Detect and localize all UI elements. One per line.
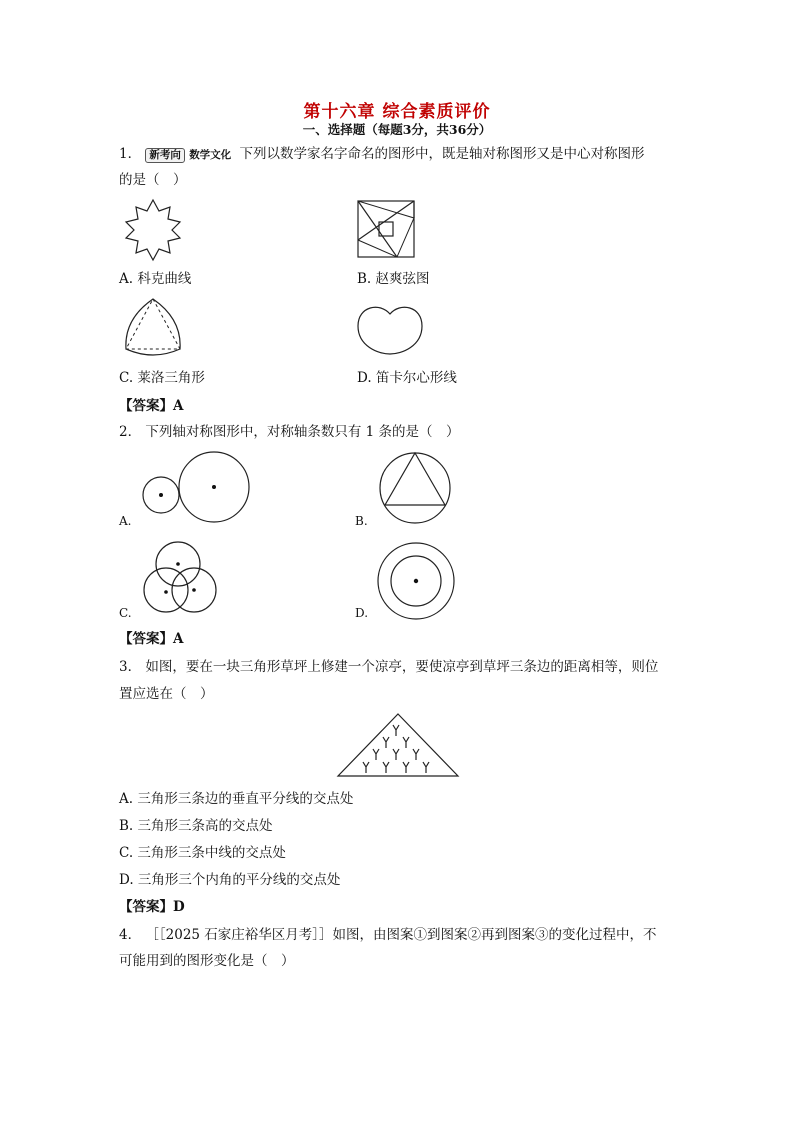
question-number: 3． <box>119 659 142 675</box>
option-d: D. 笛卡尔心形线 <box>357 370 457 386</box>
koch-curve-figure <box>118 198 188 262</box>
question-text: 下列以数学家名字命名的图形中，既是轴对称图形又是中心对称图形 <box>239 146 645 162</box>
option-c: C. 莱洛三角形 <box>119 370 205 386</box>
q2-option-c: C. <box>119 606 132 620</box>
question-text-cont: 置应选在（ ） <box>119 686 214 702</box>
q3-option-a: A. 三角形三条边的垂直平分线的交点处 <box>119 791 354 807</box>
q2-option-b: B. <box>355 514 368 528</box>
triangle-in-circle-figure <box>378 452 452 524</box>
answer-1: 【答案】A <box>119 398 184 414</box>
q3-option-d: D. 三角形三个内角的平分线的交点处 <box>119 872 341 888</box>
question-number: 4． <box>119 927 142 943</box>
answer-2: 【答案】A <box>119 631 184 647</box>
section-heading: 一、选择题（每题3分，共36分） <box>302 122 492 137</box>
question-text: ［［2025 石家庄裕华区月考］］如图，由图案①到图案②再到图案③的变化过程中，不 <box>145 927 657 943</box>
option-b: B. 赵爽弦图 <box>357 271 430 287</box>
three-circles-figure <box>142 540 222 620</box>
question-number: 2． <box>119 424 142 440</box>
question-text: 下列轴对称图形中，对称轴条数只有 1 条的是（ ） <box>145 424 460 440</box>
triangle-lawn-figure <box>336 712 460 778</box>
question-2 <box>119 423 460 441</box>
q3-option-b: B. 三角形三条高的交点处 <box>119 818 273 834</box>
q2-option-a: A. <box>119 514 132 528</box>
answer-3: 【答案】D <box>119 899 185 915</box>
two-circles-figure <box>142 452 252 524</box>
q3-option-c: C. 三角形三条中线的交点处 <box>119 845 286 861</box>
zhao-shuang-figure <box>357 200 415 258</box>
concentric-circles-figure <box>377 542 455 620</box>
question-3 <box>119 658 658 676</box>
q2-option-d: D. <box>355 606 369 620</box>
question-number: 1． <box>119 146 142 162</box>
question-text-cont: 的是（ ） <box>119 172 187 188</box>
tag-math-culture: 数学文化 <box>189 149 232 161</box>
question-text-cont: 可能用到的图形变化是（ ） <box>119 953 295 969</box>
question-4 <box>119 926 657 944</box>
cardioid-figure <box>356 304 424 356</box>
reuleaux-triangle-figure <box>120 297 186 359</box>
tag-new-direction: 新考向 <box>145 148 185 163</box>
page-title: 第十六章 综合素质评价 <box>303 102 491 122</box>
option-a: A. 科克曲线 <box>119 271 192 287</box>
question-1 <box>119 145 644 164</box>
question-text: 如图，要在一块三角形草坪上修建一个凉亭，要使凉亭到草坪三条边的距离相等，则位 <box>145 659 659 675</box>
